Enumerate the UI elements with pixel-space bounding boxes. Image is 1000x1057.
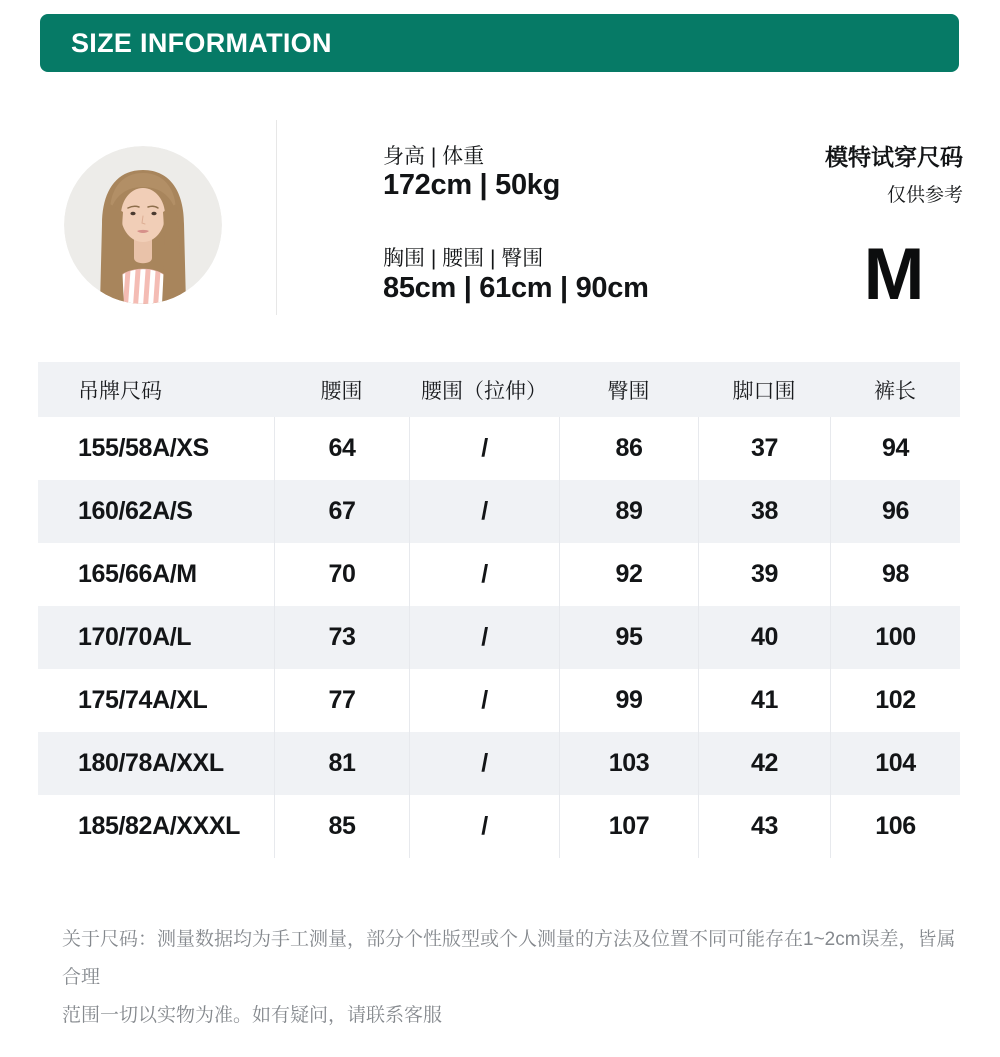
size-cell: 70 [274, 543, 409, 606]
size-cell: 175/74A/XL [78, 686, 208, 714]
table-row [38, 543, 960, 606]
model-avatar [64, 146, 222, 304]
size-cell: / [409, 417, 559, 480]
size-cell: 170/70A/L [78, 623, 192, 651]
model-photo-illustration [64, 146, 222, 304]
size-table-header-row [38, 362, 960, 417]
size-cell: 98 [830, 543, 960, 606]
size-cell: / [409, 795, 559, 858]
size-cell: 102 [830, 669, 960, 732]
size-cell: 38 [698, 480, 830, 543]
column-header: 吊牌尺码 [78, 379, 162, 403]
size-cell: 155/58A/XS [78, 434, 209, 462]
column-header: 裤长 [874, 379, 916, 403]
size-cell: 81 [274, 732, 409, 795]
size-cell: 67 [274, 480, 409, 543]
size-cell: 37 [698, 417, 830, 480]
size-cell: 107 [559, 795, 698, 858]
section-title-bar [40, 14, 959, 72]
table-row [38, 732, 960, 795]
size-cell: 160/62A/S [78, 497, 193, 525]
column-header: 腰围 [320, 379, 363, 403]
table-row [38, 795, 960, 858]
size-cell: / [409, 669, 559, 732]
size-disclaimer-line2: 范围一切以实物为准。如有疑问，请联系客服 [62, 1005, 443, 1026]
size-cell: 106 [830, 795, 960, 858]
column-header: 臀围 [607, 379, 650, 403]
size-cell: 89 [559, 480, 698, 543]
height-weight-value: 172cm | 50kg [383, 169, 561, 201]
size-cell: / [409, 480, 559, 543]
section-title: SIZE INFORMATION [71, 27, 332, 58]
table-row [38, 606, 960, 669]
fit-size-note: 仅供参考 [886, 185, 963, 206]
fit-size-title: 模特试穿尺码 [825, 144, 963, 170]
size-cell: 180/78A/XXL [78, 749, 224, 777]
height-weight-label: 身高 | 体重 [383, 145, 485, 168]
size-cell: 40 [698, 606, 830, 669]
size-cell: 92 [559, 543, 698, 606]
size-cell: 165/66A/M [78, 560, 197, 588]
bust-waist-hip-label: 胸围 | 腰围 | 臀围 [383, 247, 544, 270]
column-header: 腰围（拉伸） [421, 379, 547, 403]
size-table [38, 362, 960, 858]
size-cell: / [409, 543, 559, 606]
column-header: 脚口围 [732, 379, 796, 403]
size-cell: 95 [559, 606, 698, 669]
table-row [38, 669, 960, 732]
size-disclaimer [62, 921, 962, 1035]
size-cell: 43 [698, 795, 830, 858]
size-cell: 73 [274, 606, 409, 669]
bust-waist-hip-value: 85cm | 61cm | 90cm [383, 272, 649, 304]
table-row [38, 480, 960, 543]
size-cell: 41 [698, 669, 830, 732]
size-cell: / [409, 732, 559, 795]
size-disclaimer-line1: 关于尺码：测量数据均为手工测量，部分个性版型或个人测量的方法及位置不同可能存在1~2cm误差，皆属合理 [62, 929, 956, 988]
size-cell: 99 [559, 669, 698, 732]
size-cell: / [409, 606, 559, 669]
size-cell: 85 [274, 795, 409, 858]
size-cell: 94 [830, 417, 960, 480]
fit-size-value: M [863, 234, 925, 315]
size-cell: 100 [830, 606, 960, 669]
size-cell: 96 [830, 480, 960, 543]
size-cell: 103 [559, 732, 698, 795]
model-fit-block [825, 139, 963, 315]
size-cell: 77 [274, 669, 409, 732]
table-row [38, 417, 960, 480]
size-cell: 185/82A/XXXL [78, 812, 240, 840]
size-cell: 86 [559, 417, 698, 480]
size-cell: 64 [274, 417, 409, 480]
size-cell: 42 [698, 732, 830, 795]
vertical-divider [276, 120, 277, 315]
size-cell: 39 [698, 543, 830, 606]
size-cell: 104 [830, 732, 960, 795]
